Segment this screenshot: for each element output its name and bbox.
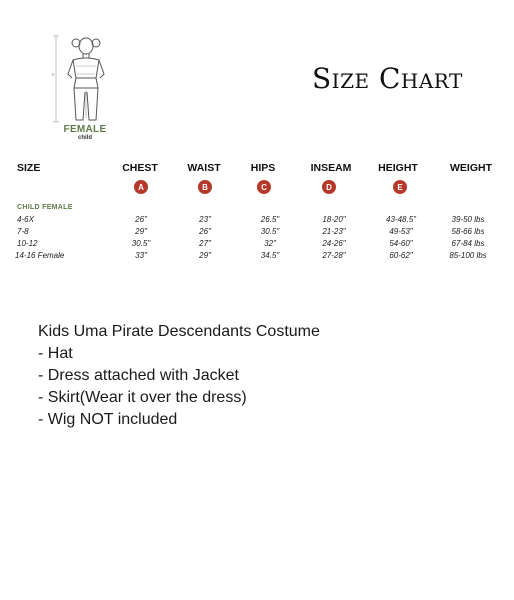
column-header-inseam: INSEAM	[310, 162, 352, 174]
cell-height: 60-62"	[389, 251, 413, 260]
figure-gender-label: FEMALE	[63, 124, 107, 135]
cell-hips: 26.5"	[260, 215, 280, 224]
cell-hips: 34.5"	[260, 251, 280, 260]
section-heading: CHILD FEMALE	[17, 204, 73, 211]
included-item: - Skirt(Wear it over the dress)	[38, 389, 247, 406]
cell-chest: 26"	[135, 215, 147, 224]
cell-waist: 23"	[199, 215, 211, 224]
column-header-height: HEIGHT	[378, 162, 418, 174]
cell-chest: 33"	[135, 251, 147, 260]
cell-inseam: 21-23"	[322, 227, 346, 236]
cell-chest: 29"	[135, 227, 147, 236]
cell-weight: 85-100 lbs	[449, 251, 487, 260]
cell-weight: 67-84 lbs	[451, 239, 485, 248]
cell-size: 4-6X	[17, 215, 34, 224]
figure-age-label: child	[77, 135, 92, 141]
cell-size: 14-16 Female	[15, 251, 65, 260]
cell-height: 54-60"	[389, 239, 413, 248]
column-header-chest: CHEST	[122, 162, 158, 174]
measurement-badge-d: D	[322, 180, 336, 194]
cell-inseam: 18-20"	[322, 215, 346, 224]
cell-height: 43-48.5"	[386, 215, 416, 224]
cell-hips: 32"	[264, 239, 276, 248]
measurement-badge-b: B	[198, 180, 212, 194]
cell-size: 10-12	[17, 239, 38, 248]
cell-inseam: 24-26"	[322, 239, 346, 248]
exclusion-note: - Wig NOT included	[38, 411, 178, 428]
child-silhouette-icon	[50, 34, 120, 126]
svg-text:E: E	[52, 72, 55, 77]
included-item: - Hat	[38, 345, 73, 362]
product-description	[38, 321, 320, 431]
cell-size: 7-8	[17, 227, 29, 236]
column-header-weight: WEIGHT	[450, 162, 492, 174]
cell-waist: 29"	[199, 251, 211, 260]
measurement-badge-e: E	[393, 180, 407, 194]
column-header-size: SIZE	[17, 162, 41, 174]
cell-waist: 27"	[199, 239, 211, 248]
column-header-waist: WAIST	[187, 162, 221, 174]
cell-weight: 58-66 lbs	[451, 227, 485, 236]
included-item: - Dress attached with Jacket	[38, 367, 239, 384]
cell-inseam: 27-28"	[322, 251, 346, 260]
product-name: Kids Uma Pirate Descendants Costume	[38, 323, 320, 340]
cell-hips: 30.5"	[260, 227, 280, 236]
cell-chest: 30.5"	[131, 239, 151, 248]
cell-height: 49-53"	[389, 227, 413, 236]
measurement-badge-a: A	[134, 180, 148, 194]
page-title: Size Chart	[312, 62, 463, 95]
column-header-hips: HIPS	[250, 162, 276, 174]
cell-weight: 39-50 lbs	[451, 215, 485, 224]
cell-waist: 26"	[199, 227, 211, 236]
measurement-badge-c: C	[257, 180, 271, 194]
